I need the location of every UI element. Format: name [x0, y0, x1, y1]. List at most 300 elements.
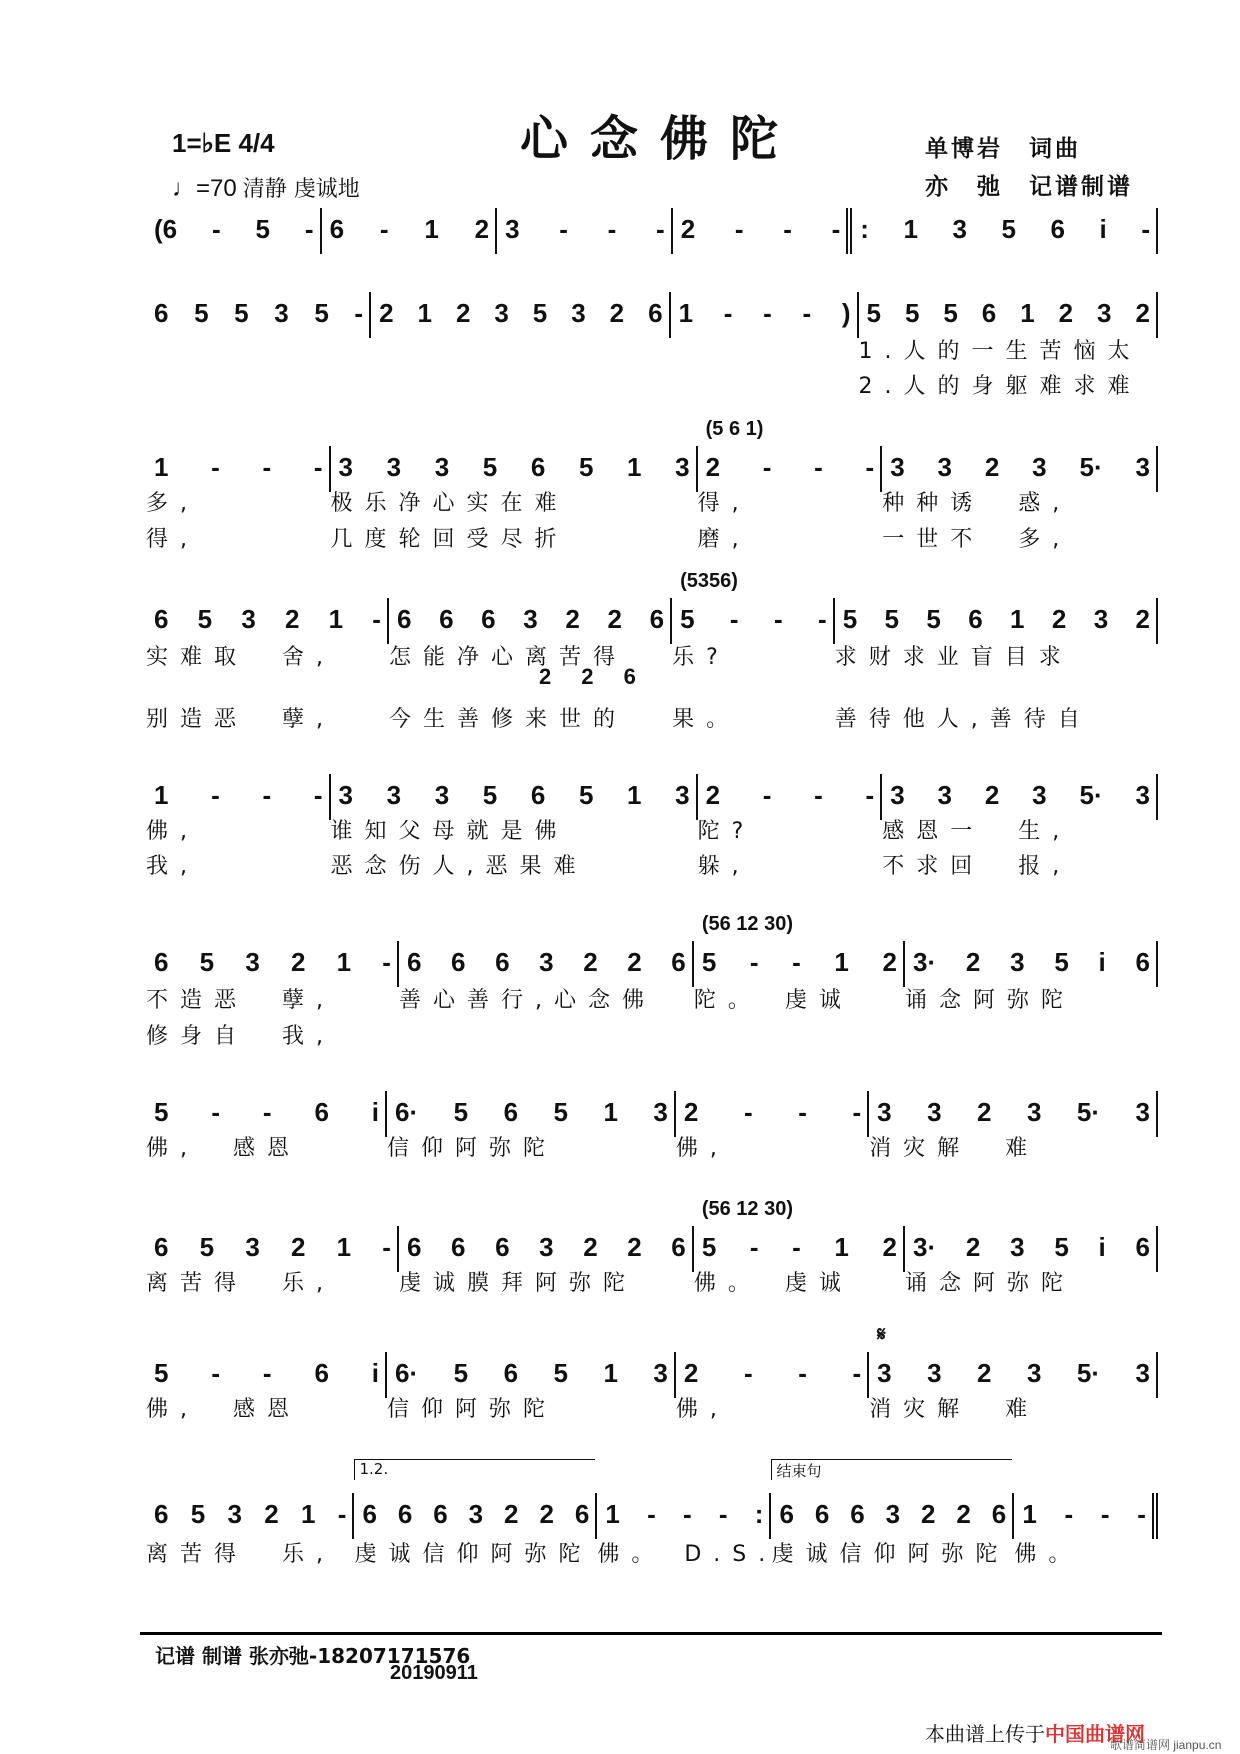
lyric-line: 虔诚信仰阿弥陀: [354, 1542, 593, 1567]
key-signature: 1=♭E 4/4: [172, 128, 275, 158]
note: -: [818, 604, 827, 634]
measure: [771, 1462, 1014, 1567]
staff-row: [146, 1324, 1158, 1422]
measure: [322, 208, 498, 254]
grace-notes: (56 12 30): [701, 1198, 793, 1220]
transcriber: 亦 弛 记谱制谱: [925, 174, 1133, 200]
lyric-line: 恶念伤人,恶果难: [330, 854, 588, 879]
note: 2: [504, 1499, 519, 1529]
note: -: [743, 1097, 753, 1127]
staff-row: [146, 570, 1158, 732]
measure-notes: [706, 780, 875, 811]
note: 5: [866, 298, 881, 328]
song-title: 心念佛陀: [520, 111, 801, 167]
note: 1: [627, 452, 642, 482]
note: 3: [1135, 1358, 1150, 1388]
lyric-line: 善心善行,心念佛: [399, 988, 656, 1013]
lyric-line: 种种诱 惑,: [882, 491, 1072, 516]
note: -: [783, 214, 792, 244]
note: 3: [539, 1232, 554, 1262]
note: 5·: [1079, 452, 1103, 482]
staff-row: [146, 418, 1158, 552]
note: -: [382, 947, 391, 977]
note: 6: [648, 298, 663, 328]
note: 2: [539, 1499, 554, 1529]
lyric-line: 消灾解 难: [869, 1136, 1040, 1161]
note: 2: [583, 1232, 598, 1262]
lyric-line: 佛,: [675, 1397, 729, 1422]
note: 2: [977, 1358, 992, 1388]
lyric-line: 实难取 舍,: [146, 645, 335, 670]
note: 3: [1026, 1097, 1042, 1127]
note: 3: [1097, 298, 1112, 328]
note: 3: [338, 780, 354, 810]
note: -: [762, 452, 772, 482]
measure-notes: [706, 452, 875, 483]
note: 1: [1010, 604, 1025, 634]
measure: [146, 1091, 387, 1161]
measure-notes: [1022, 1499, 1146, 1530]
note: i: [1098, 1232, 1106, 1262]
note: 5: [453, 1358, 469, 1388]
note: -: [814, 452, 823, 482]
measure-notes: [407, 947, 686, 978]
staff-row: [146, 1198, 1158, 1296]
note: 5: [842, 604, 858, 634]
note: 5: [680, 604, 695, 634]
note: -: [792, 1232, 801, 1262]
note: 6: [495, 1232, 510, 1262]
note: 3: [927, 1097, 942, 1127]
note: 2: [565, 604, 580, 634]
grace-notes: 𝄋: [877, 1324, 886, 1346]
note: 6: [1050, 214, 1065, 244]
footer-credit: 记谱 制谱 张亦弛-18207171576: [155, 1644, 471, 1668]
measure-notes: [679, 298, 851, 329]
note: -: [814, 780, 823, 810]
lyric-line: 怎能净心离苦得: [388, 645, 627, 670]
note: ): [841, 298, 851, 328]
note: 6: [981, 298, 997, 328]
note: 3: [937, 452, 952, 482]
measure-notes: [843, 604, 1150, 635]
note: 2: [977, 1097, 992, 1127]
note: 3·: [913, 1232, 937, 1262]
grace-notes: (5 6 1): [705, 418, 764, 440]
note: 5: [532, 298, 548, 328]
lyric-line: 磨,: [697, 527, 751, 552]
measure-notes: [877, 1358, 1150, 1389]
lyric-line: 得,: [146, 527, 199, 552]
lyric-line: 离苦得 乐,: [146, 1271, 335, 1296]
note: 1: [1020, 298, 1035, 328]
note: 5: [1001, 214, 1016, 244]
note: -: [749, 1232, 759, 1262]
lyric-line: 信仰阿弥陀: [387, 1397, 558, 1422]
lyric-line: 离苦得 乐,: [146, 1542, 335, 1567]
note: 2: [264, 1499, 279, 1529]
measure-notes: [154, 1232, 391, 1263]
note: 3: [937, 780, 952, 810]
measure: [858, 292, 1158, 399]
measure: [834, 598, 1158, 732]
note: 1: [834, 947, 849, 977]
measure-notes: [154, 214, 314, 245]
note: -: [831, 214, 841, 244]
note: 1: [424, 214, 439, 244]
measure-notes: [681, 214, 841, 245]
note: -: [802, 298, 812, 328]
measure: [697, 418, 883, 552]
note: 6: [671, 1232, 686, 1262]
measure: [387, 1091, 676, 1161]
note: 6: [362, 1499, 377, 1529]
note: -: [762, 780, 772, 810]
note: 5: [943, 298, 958, 328]
note: -: [865, 780, 875, 810]
lyric-line: 佛。 D.S.: [597, 1542, 778, 1567]
note: 2: [882, 947, 897, 977]
note: 1: [1022, 1499, 1037, 1529]
note: -: [743, 1358, 753, 1388]
measure-notes: [867, 298, 1150, 329]
note: 5: [701, 1232, 717, 1262]
measure: [693, 913, 905, 1013]
note: 3·: [913, 947, 937, 977]
note: 5: [1054, 947, 1069, 977]
note: 6: [530, 452, 546, 482]
note: -: [852, 1097, 862, 1127]
measure-notes: [395, 1097, 668, 1128]
note: 6: [451, 947, 466, 977]
note: -: [1137, 1499, 1146, 1529]
note: 5: [904, 298, 920, 328]
note: 5: [884, 604, 900, 634]
note: 2: [1135, 604, 1150, 634]
note: 2: [284, 604, 300, 634]
measure-notes: [890, 780, 1150, 811]
grace-notes: (5356): [680, 570, 738, 592]
note: 3: [494, 298, 509, 328]
note: -: [792, 947, 801, 977]
measure-notes: [154, 1097, 379, 1128]
note: 2: [1051, 604, 1067, 634]
note: -: [211, 1097, 221, 1127]
note: 5: [194, 298, 209, 328]
note: 3: [1010, 947, 1025, 977]
note: 6: [439, 604, 454, 634]
note: 3: [877, 1358, 892, 1388]
note: -: [262, 1097, 272, 1127]
note: 2: [627, 1232, 642, 1262]
note: 5: [314, 298, 329, 328]
tempo-value: ♩=70: [172, 175, 237, 202]
lyric-line: 多,: [146, 491, 199, 516]
note: -: [1064, 1499, 1074, 1529]
lyric-line: 不求回 报,: [882, 854, 1072, 879]
expression-text: 清静 虔诚地: [242, 177, 360, 202]
lyric-line: 谁知父母就是佛: [330, 819, 569, 844]
note: 3: [927, 1358, 942, 1388]
measure: [675, 1352, 869, 1422]
measure-notes: [154, 298, 363, 329]
note: -: [211, 1358, 221, 1388]
measure: [388, 598, 672, 732]
measure-notes: [339, 780, 690, 811]
note: 2: [1058, 298, 1074, 328]
measure-notes: [702, 947, 897, 978]
measure: [387, 1352, 676, 1422]
note: :: [860, 214, 869, 244]
note: -: [656, 214, 665, 244]
note: -: [379, 214, 389, 244]
note: 3: [505, 214, 520, 244]
note: 6: [154, 1499, 169, 1529]
note: 3: [1032, 780, 1047, 810]
note: 5: [926, 604, 941, 634]
measure-notes: [605, 1499, 763, 1530]
staff-row: [146, 208, 1158, 254]
measure-notes: [684, 1097, 861, 1128]
note: 6: [649, 604, 665, 634]
note: 6: [779, 1499, 794, 1529]
note: 5: [197, 604, 213, 634]
note: 3: [675, 780, 690, 810]
lyric-line: 得,: [697, 491, 751, 516]
note: 2: [607, 604, 622, 634]
note: 6: [481, 604, 496, 634]
note: 2: [290, 1232, 306, 1262]
measure-notes: [505, 214, 665, 245]
note: i: [371, 1358, 380, 1388]
note: 6: [433, 1499, 448, 1529]
measure-notes: [395, 1358, 668, 1389]
note: -: [865, 452, 875, 482]
note: 5: [701, 947, 717, 977]
measure-notes: [339, 452, 690, 483]
measure: [497, 208, 673, 254]
note: 5·: [1076, 1358, 1101, 1388]
measure-notes: [779, 1499, 1006, 1530]
note: 6: [968, 604, 983, 634]
lyric-line: 佛,: [675, 1136, 729, 1161]
measure: [146, 1493, 354, 1567]
staff-row: [146, 1460, 1158, 1567]
note: 1: [154, 780, 169, 810]
lyric-line: 修身自 我,: [146, 1024, 335, 1049]
note: 3: [653, 1358, 668, 1388]
measure-notes: [379, 298, 662, 329]
measure: [1014, 1493, 1158, 1567]
note: 6: [530, 780, 546, 810]
measure: [905, 941, 1158, 1013]
note: 6: [396, 604, 412, 634]
measure: [146, 446, 331, 552]
note: 6: [154, 947, 169, 977]
measure: [693, 1198, 905, 1296]
note: 1: [603, 1358, 618, 1388]
note: -: [647, 1499, 656, 1529]
note: -: [211, 452, 220, 482]
note: 6: [495, 947, 510, 977]
lyric-line: 极乐净心实在难: [330, 491, 569, 516]
lyric-line: 乐?: [672, 645, 730, 670]
note: -: [262, 452, 272, 482]
measure-notes: [702, 1232, 897, 1263]
note: 3: [890, 452, 905, 482]
measure-notes: [154, 452, 323, 483]
note: 2: [965, 947, 981, 977]
note: 2: [984, 452, 1000, 482]
note: 1: [336, 947, 352, 977]
note: 3: [1093, 604, 1109, 634]
note: 1: [605, 1499, 620, 1529]
note: -: [763, 298, 772, 328]
note: 3: [241, 604, 256, 634]
note: 2: [379, 298, 394, 328]
measure-notes: [154, 604, 381, 635]
volta-bracket: 1.2.: [354, 1459, 595, 1480]
measure-notes: [913, 947, 1150, 978]
note: 3: [1135, 780, 1150, 810]
note: 6: [814, 1499, 830, 1529]
note: 1: [627, 780, 642, 810]
measure: [399, 1226, 694, 1296]
note: -: [773, 604, 783, 634]
note: 3: [952, 214, 967, 244]
footer-date: 20190911: [390, 1662, 478, 1684]
staff-row: [146, 1091, 1158, 1161]
note: -: [212, 214, 221, 244]
note: i: [1098, 947, 1106, 977]
measure: [354, 1460, 597, 1567]
tempo-marking: [172, 172, 360, 203]
note: -: [852, 1358, 862, 1388]
note: -: [382, 1232, 391, 1262]
lyric-line: 佛, 感恩: [146, 1397, 301, 1422]
note: 5: [578, 452, 594, 482]
lyric-line: 善待他人,善待自: [834, 707, 1092, 732]
measure: [330, 774, 698, 879]
measure: [399, 941, 694, 1013]
note: 6: [154, 604, 169, 634]
note: 5: [482, 780, 498, 810]
note: 3: [274, 298, 289, 328]
lyric-line: 信仰阿弥陀: [387, 1136, 558, 1161]
note: 2: [290, 947, 306, 977]
watermark-brand: 中国曲谱网: [1045, 1722, 1145, 1746]
measure: [905, 1226, 1158, 1296]
note: -: [798, 1097, 807, 1127]
note: i: [1099, 214, 1107, 244]
note: 5·: [1079, 780, 1103, 810]
note: 5·: [1076, 1097, 1101, 1127]
note: -: [262, 780, 272, 810]
note: 6: [407, 947, 422, 977]
measure: [852, 208, 1158, 254]
measure-notes: [860, 214, 1150, 245]
note: 2: [956, 1499, 971, 1529]
measure: [882, 446, 1158, 552]
note: -: [1141, 214, 1150, 244]
measure-notes: [680, 604, 827, 635]
note: 3: [1135, 452, 1150, 482]
note: (6: [154, 214, 178, 244]
note: -: [682, 1499, 692, 1529]
grace-notes: (56 12 30): [701, 913, 793, 935]
lyric-line: 今生善修来世的: [388, 707, 627, 732]
measure: [869, 1324, 1158, 1422]
lyric-line: 佛。 虔诚: [693, 1271, 853, 1296]
measure: [146, 1226, 399, 1296]
note: 6: [503, 1358, 519, 1388]
note: 2: [1135, 298, 1150, 328]
note: 2: [882, 1232, 897, 1262]
measure-notes: [362, 1499, 589, 1530]
measure: [673, 208, 853, 254]
lyric-line: 虔诚膜拜阿弥陀: [399, 1271, 638, 1296]
lyric-line: 2.人的身躯难求难: [858, 374, 1142, 399]
note: -: [313, 780, 323, 810]
note: -: [313, 452, 323, 482]
note: 2: [583, 947, 598, 977]
measure-notes: [330, 214, 490, 245]
measure-notes: [877, 1097, 1150, 1128]
measure-notes: [154, 947, 391, 978]
lyric-line: 诵念阿弥陀: [905, 1271, 1076, 1296]
note: 6: [991, 1499, 1007, 1529]
note: 1: [417, 298, 432, 328]
volta-bracket: 结束句: [771, 1459, 1012, 1480]
note: 6: [397, 1499, 413, 1529]
note: 2: [474, 214, 490, 244]
staff-row: [146, 774, 1158, 879]
note: 3: [675, 452, 690, 482]
note: 6: [850, 1499, 865, 1529]
staff-row: [146, 913, 1158, 1049]
lyric-line: 求财求业盲目求: [834, 645, 1073, 670]
watermark-text: 本曲谱上传于: [925, 1722, 1045, 1746]
lyric-line: 一世不 多,: [882, 527, 1072, 552]
note: 6·: [395, 1358, 419, 1388]
note: 6: [1135, 1232, 1150, 1262]
lyric-line: 躲,: [697, 854, 751, 879]
note: -: [718, 1499, 728, 1529]
lyric-line: 佛, 感恩: [146, 1136, 301, 1161]
note: 6: [574, 1499, 590, 1529]
measure: [146, 774, 331, 879]
lyric-line: 感恩一 生,: [882, 819, 1072, 844]
measure-notes: [154, 1499, 346, 1530]
note: 5: [553, 1358, 568, 1388]
note: 3: [245, 947, 260, 977]
note: 2: [683, 1358, 699, 1388]
note: 6: [451, 1232, 466, 1262]
measure: [371, 292, 670, 338]
note: 6: [314, 1358, 329, 1388]
note: -: [262, 1358, 272, 1388]
note: 3: [1010, 1232, 1025, 1262]
note: -: [304, 214, 314, 244]
note: -: [337, 1499, 347, 1529]
lyricist-composer: 单博岩 词曲: [925, 136, 1081, 162]
lyric-line: 我,: [146, 854, 199, 879]
note: 5: [255, 214, 271, 244]
measure-notes: [684, 1358, 861, 1389]
note: 3: [571, 298, 586, 328]
note: 1: [678, 298, 694, 328]
note: 3: [468, 1499, 484, 1529]
